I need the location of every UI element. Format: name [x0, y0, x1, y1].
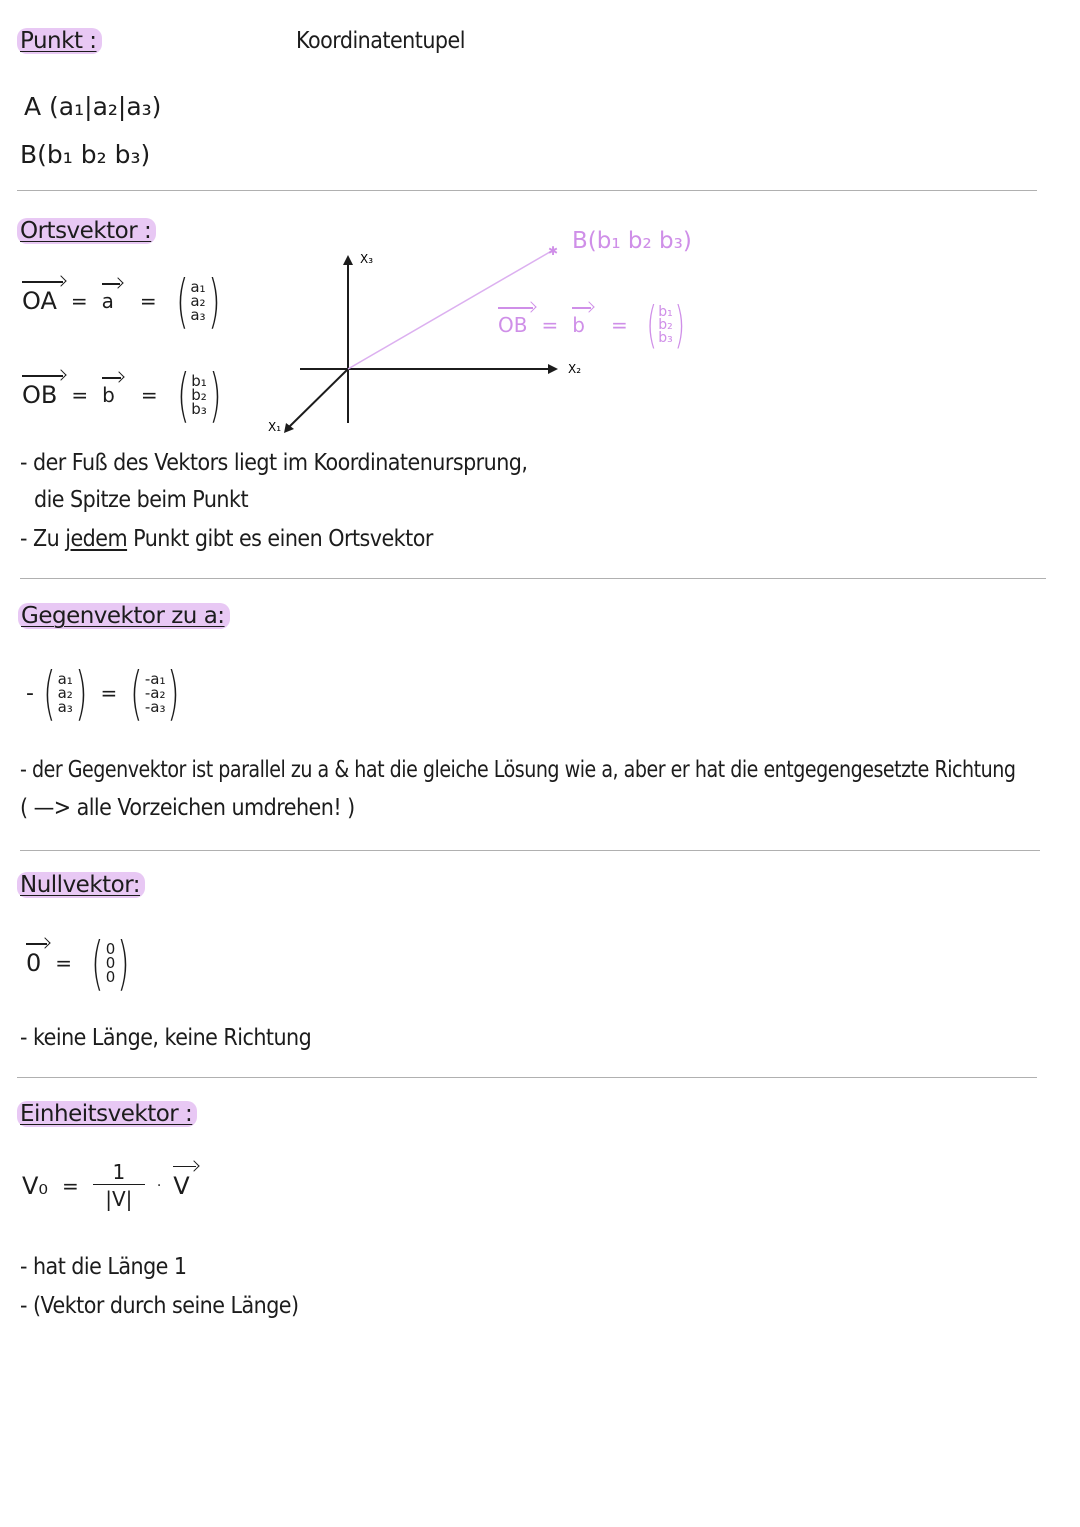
gegenvektor-components: a₁ a₂ a₃ [57, 670, 73, 716]
nullvektor-bullet: - keine Länge, keine Richtung [20, 1025, 312, 1051]
point-b-marker: ✱ [548, 244, 559, 258]
x3-axis-label: X₃ [360, 252, 374, 266]
section-divider [17, 190, 1037, 191]
b-label: b [102, 383, 115, 407]
diagram-b-label: b [572, 313, 585, 337]
fraction-numerator: 1 [112, 1160, 126, 1184]
gegenvektor-description-line-2: ( —> alle Vorzeichen umdrehen! ) [20, 795, 355, 821]
diagram-ob-label: OB [498, 313, 528, 337]
null-vector-label: 0 [26, 949, 42, 977]
unit-vector-label: V₀ [22, 1171, 49, 1200]
gegenvektor-description-line-1: - der Gegenvektor ist parallel zu a & hat die gleiche Lösung wie a, aber er hat die entgegengesetzte Richtung [20, 757, 1016, 783]
fraction-denominator: |V| [93, 1184, 145, 1211]
nullvektor-heading: Nullvektor: [17, 872, 145, 898]
point-b-coordinates: B(b₁ b₂ b₃) [20, 140, 151, 169]
gegenvektor-negated-components: -a₁ -a₂ -a₃ [144, 670, 166, 716]
einheitsvektor-bullet-1: - hat die Länge 1 [20, 1254, 187, 1280]
x2-axis-label: X₂ [568, 362, 582, 376]
gegenvektor-equation: - ( a₁ a₂ a₃ ) = ( -a₁ -a₂ -a₃ ) [26, 659, 181, 727]
diagram-point-b-label: B(b₁ b₂ b₃) [572, 228, 692, 254]
ortsvektor-bullet-2: - Zu jedem Punkt gibt es einen Ortsvektor [20, 526, 433, 552]
ob-label: OB [22, 381, 58, 409]
nullvektor-equation: 0 = ( 0 0 0 ) [26, 929, 130, 997]
punkt-heading: Punkt : [17, 28, 102, 54]
a-label: a [101, 289, 114, 313]
b-components: b₁ b₂ b₃ [191, 372, 207, 418]
ortsvektor-bullet-1-line-2: die Spitze beim Punkt [34, 487, 249, 513]
section-divider [20, 850, 1040, 851]
koordinatentupel-label: Koordinatentupel [296, 28, 465, 54]
point-a-coordinates: A (a₁|a₂|a₃) [24, 92, 162, 121]
nullvektor-components: 0 0 0 [105, 940, 116, 986]
ortsvektor-bullet-1-line-1: - der Fuß des Vektors liegt im Koordinatenursprung, [20, 450, 528, 476]
oa-vector-equation: OA = a = ( a₁ a₂ a₃ ) [22, 267, 221, 335]
ob-vector-equation: OB = b = ( b₁ b₂ b₃ ) [22, 361, 222, 429]
einheitsvektor-bullet-2: - (Vektor durch seine Länge) [20, 1293, 299, 1319]
diagram-b-components: b₁ b₂ b₃ [658, 303, 673, 346]
a-components: a₁ a₂ a₃ [190, 278, 206, 324]
x2-arrow-icon [548, 364, 558, 374]
fraction [93, 1160, 145, 1211]
x3-arrow-icon [343, 255, 353, 265]
gegenvektor-heading: Gegenvektor zu a: [18, 603, 230, 629]
x1-axis-label: X₁ [268, 420, 282, 434]
vector-v-label: V [173, 1171, 190, 1200]
ortsvektor-heading: Ortsvektor : [17, 218, 156, 244]
section-divider [20, 578, 1046, 579]
diagram-ob-equation: OB = b = ( b₁ b₂ b₃ ) [498, 296, 685, 354]
oa-label: OA [22, 287, 57, 315]
einheitsvektor-formula: V₀ = $\frac{1}{|V|}$ · V [22, 1160, 190, 1211]
x1-axis [288, 369, 348, 428]
einheitsvektor-heading: Einheitsvektor : [17, 1101, 197, 1127]
section-divider [17, 1077, 1037, 1078]
